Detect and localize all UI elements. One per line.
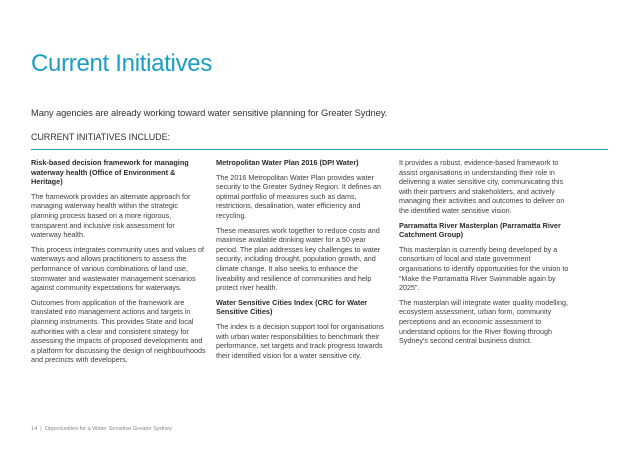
parramatta-masterplan-heading: Parramatta River Masterplan (Parramatta River Catchment Group) bbox=[399, 220, 561, 240]
section-subheading: CURRENT INITIATIVES INCLUDE: bbox=[31, 132, 170, 142]
column-3 bbox=[399, 158, 573, 351]
wsc-index-heading: Water Sensitive Cities Index (CRC for Water Sensitive Cities) bbox=[216, 297, 368, 317]
risk-framework-heading: Risk-based decision framework for managing waterway health (Office of Environment & Heritage) bbox=[31, 158, 189, 187]
water-plan-paragraph-2: These measures work together to reduce costs and maximise available drinking water for a 50 year period. The plan addresses key challenges to water security, including drought, population growth, and climate change. It also seeks to enhance the liveability and resilience of communities and help protect river health. bbox=[216, 225, 381, 293]
page-number: 14 bbox=[31, 426, 38, 432]
parramatta-masterplan-paragraph-1: This masterplan is currently being developed by a consortium of local and state government organisations to identify opportunities for the vision to “Make the Parramatta River Swimmable again by 2025”. bbox=[399, 244, 569, 293]
water-plan-heading: Metropolitan Water Plan 2016 (DPI Water) bbox=[216, 158, 359, 167]
column-2 bbox=[216, 158, 386, 365]
footer-separator: | bbox=[40, 426, 42, 432]
water-plan-paragraph-1: The 2016 Metropolitan Water Plan provides water security to the Greater Sydney Region. It defines an optimal portfolio of measures such as dams, restrictions, desalination, water efficiency and recycling. bbox=[216, 172, 382, 220]
risk-framework-paragraph-3: Outcomes from application of the framework are translated into management actions and targets in planning instruments. This provides State and local authorities with a clear and consistent strategy for assessing the impacts of proposed developments and a platform for discussing the design of neighbourhoods and precincts with developers. bbox=[31, 297, 206, 365]
column-1 bbox=[31, 158, 206, 370]
risk-framework-paragraph-1: The framework provides an alternate approach for managing waterway health within the strategic planning process based on a more rigorous, transparent and inclusive risk assessment for waterway health. bbox=[31, 191, 191, 240]
wsc-index-paragraph: The index is a decision support tool for organisations with urban water responsibilities to benchmark their performance, set targets and track progress towards their identified vision for a water sensitive city. bbox=[216, 321, 384, 360]
parramatta-masterplan-paragraph-2: The masterplan will integrate water quality modelling, ecosystem assessment, urban form, community perceptions and an economic assessment to understand options for the River flowing through Sydney's second central business district. bbox=[399, 297, 568, 346]
page-title: Current Initiatives bbox=[31, 50, 213, 77]
footer-document-title: Opportunities for a Water Sensitive Greater Sydney bbox=[44, 426, 172, 432]
wsc-index-continued-paragraph: It provides a robust, evidence-based framework to assist organisations in understanding their role in delivering a water sensitive city, communicating this with their partners and stakeholders, and actively managing their activities and outcomes to deliver on the identified water sensitive vision. bbox=[399, 158, 565, 215]
page-footer bbox=[31, 426, 172, 432]
intro-paragraph: Many agencies are already working toward water sensitive planning for Greater Sydney. bbox=[31, 107, 388, 118]
divider-rule bbox=[31, 149, 608, 150]
risk-framework-paragraph-2: This process integrates community uses and values of waterways and allows practitioners to assess the performance of various combinations of land use, stormwater and wastewater management scenarios against community expectations for waterways. bbox=[31, 244, 204, 293]
